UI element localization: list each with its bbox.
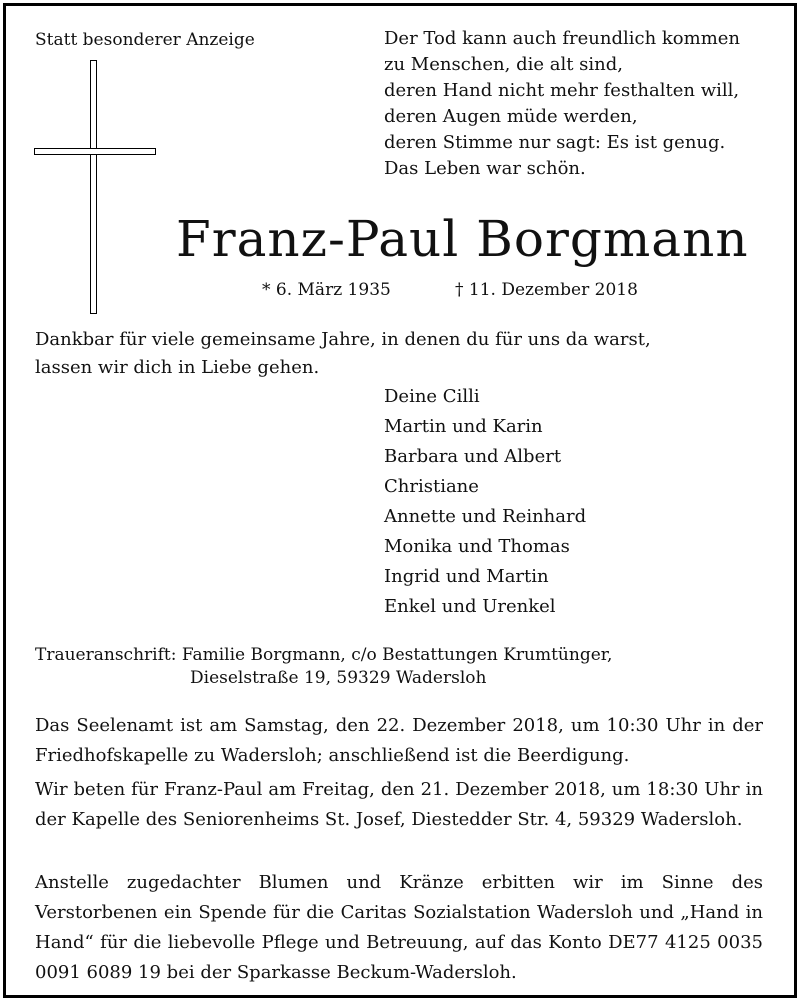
birth-date: * 6. März 1935 bbox=[262, 280, 391, 300]
deceased-name: Franz-Paul Borgmann bbox=[176, 210, 749, 268]
mourner: Annette und Reinhard bbox=[384, 506, 587, 527]
address-line: Dieselstraße 19, 59329 Wadersloh bbox=[190, 668, 487, 688]
poem-line: Das Leben war schön. bbox=[384, 158, 586, 179]
poem-line: deren Augen müde werden, bbox=[384, 106, 638, 127]
donation-paragraph: Anstelle zugedachter Blumen und Kränze erbitten wir im Sinne des Verstorbenen ein Spende für die Caritas Sozialstation Wadersloh und „Hand in Hand“ für die liebevolle Pflege und Betreuung, auf das Konto DE77 4125 0035 0091 6089 19 bei der Sparkasse Beckum-Wadersloh. bbox=[35, 872, 763, 983]
poem-line: deren Hand nicht mehr festhalten will, bbox=[384, 80, 740, 101]
mourner: Ingrid und Martin bbox=[384, 566, 549, 587]
mourner: Christiane bbox=[384, 476, 479, 497]
death-date: † 11. Dezember 2018 bbox=[455, 280, 638, 300]
gratitude-line: lassen wir dich in Liebe gehen. bbox=[35, 357, 320, 378]
mourner: Enkel und Urenkel bbox=[384, 596, 556, 617]
gratitude-line: Dankbar für viele gemeinsame Jahre, in denen du für uns da warst, bbox=[35, 329, 651, 350]
mourner: Monika und Thomas bbox=[384, 536, 570, 557]
mourner: Deine Cilli bbox=[384, 386, 480, 407]
poem-line: zu Menschen, die alt sind, bbox=[384, 54, 624, 75]
mourner: Barbara und Albert bbox=[384, 446, 562, 467]
poem-line: Der Tod kann auch freundlich kommen bbox=[384, 28, 741, 49]
mourner: Martin und Karin bbox=[384, 416, 543, 437]
poem-line: deren Stimme nur sagt: Es ist genug. bbox=[384, 132, 726, 153]
address-line: Traueranschrift: Familie Borgmann, c/o Bestattungen Krumtünger, bbox=[35, 645, 613, 665]
requiem-paragraph: Das Seelenamt ist am Samstag, den 22. Dezember 2018, um 10:30 Uhr in der Friedhofskapelle zu Wadersloh; anschließend ist die Beerdigung. bbox=[35, 715, 763, 766]
header-note: Statt besonderer Anzeige bbox=[35, 30, 255, 50]
prayer-paragraph: Wir beten für Franz-Paul am Freitag, den 21. Dezember 2018, um 18:30 Uhr in der Kapelle des Seniorenheims St. Josef, Diestedder Str. 4, 59329 Wadersloh. bbox=[35, 779, 763, 830]
